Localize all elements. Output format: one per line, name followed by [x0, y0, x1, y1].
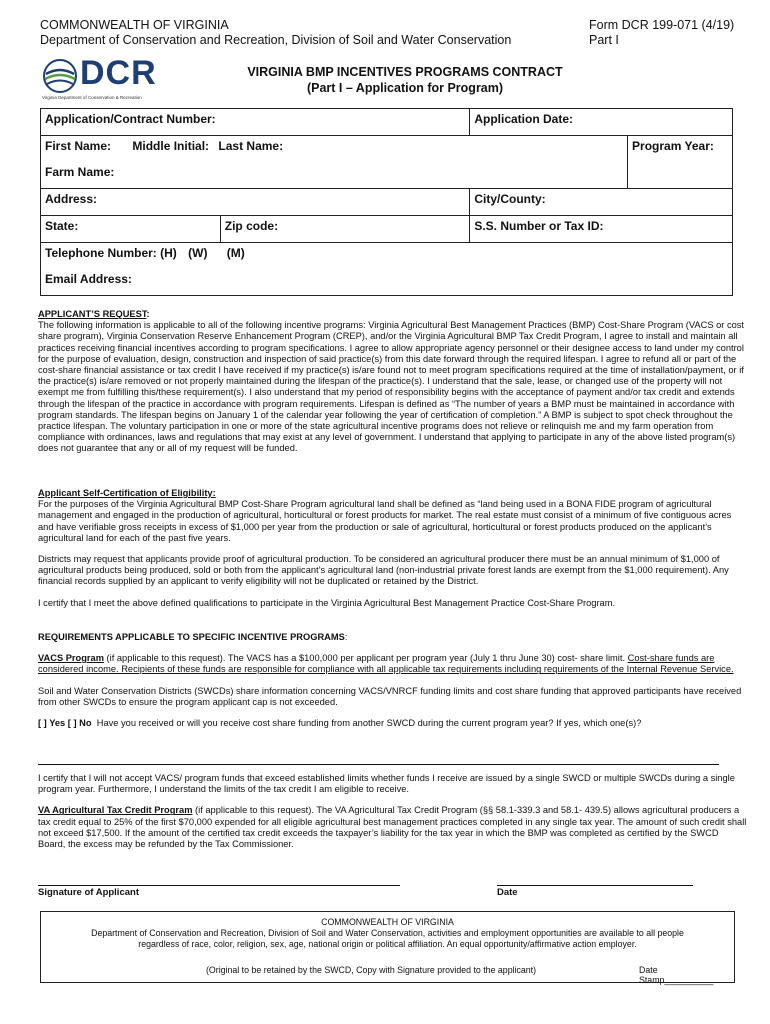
address-label: Address:: [45, 192, 98, 206]
logo-subtext: Virginia Department of Conservation & Recreation: [42, 95, 142, 100]
form-subtitle: (Part I – Application for Program): [306, 81, 504, 95]
program-year-field[interactable]: [628, 136, 733, 189]
email-field[interactable]: [41, 269, 733, 296]
header-org: COMMONWEALTH OF VIRGINIA: [40, 18, 229, 32]
footer-retain-note: (Original to be retained by the SWCD, Copy with Signature provided to the applicant): [206, 965, 537, 975]
eligibility-section: [38, 488, 748, 609]
farm-name-label: Farm Name:: [45, 165, 115, 179]
name-field[interactable]: [41, 136, 628, 163]
eligibility-p1: For the purposes of the Virginia Agricultural BMP Cost-Share Program agricultural land shall be defined as “land being used in a BONA FIDE program of agricultural management and engaged in the production of agricultural, horticultural or forest products for market. The real estate must consist of a minimum of five contiguous acres and have verifiable gross receipts in excess of $1,000 per year from the production or sale of agricultural, horticultural or forest products produced on the applicant’s agricultural land for each of the past five years.: [38, 499, 732, 543]
city-county-field[interactable]: [470, 189, 733, 216]
application-number-label: Application/Contract Number:: [45, 112, 216, 126]
date-label: Date: [497, 887, 518, 898]
tax-credit-label: VA Agricultural Tax Credit Program: [38, 805, 193, 816]
dcr-logo: [38, 56, 168, 106]
city-county-label: City/County:: [474, 192, 546, 206]
telephone-home-label: Telephone Number: (H): [45, 246, 177, 260]
signature-date-line[interactable]: [497, 885, 693, 886]
request-heading: APPLICANT’S REQUEST: [38, 309, 147, 319]
application-date-label: Application Date:: [474, 112, 574, 126]
vacs-program-label: VACS Program: [38, 653, 104, 664]
ssn-label: S.S. Number or Tax ID:: [474, 219, 604, 233]
requirements-section: REQUIREMENTS APPLICABLE TO SPECIFIC INCENTIVE PROGRAMS: VACS Program (if applicable to this request). The VACS has a $100,000 per applicant per program year (July 1 thru June 30) cost- share limit. Cost-share funds are considered income. Recipients of these funds are responsible for compliance with all applicable tax requirements including requirements of the Internal Revenue Service. Soil and Water Conservation Districts (SWCDs) share information concerning VACS/VNRCF funding limits and cost share funding that approved participants have received from other SWCDs to ensure the program applicant cap is not exceeded. [ ] Yes [ ] No Have you received or will you receive cost share funding from another SWCD during the current program year? If yes, which one(s)?: [38, 632, 748, 729]
state-label: State:: [45, 219, 79, 233]
email-label: Email Address:: [45, 272, 132, 286]
swcd-answer-line[interactable]: [38, 764, 719, 765]
form-title: VIRGINIA BMP INCENTIVES PROGRAMS CONTRACT: [247, 65, 563, 79]
form-number: Form DCR 199-071 (4/19): [589, 18, 735, 32]
swcd-question: Have you received or will you receive cost share funding from another SWCD during the current program year? If yes, which one(s)?: [96, 718, 642, 729]
applicant-info-table: [40, 108, 733, 296]
form-part: Part I: [589, 33, 619, 47]
footer-box: [40, 911, 735, 983]
telephone-mobile-label: (M): [226, 246, 245, 260]
state-field[interactable]: [41, 216, 221, 243]
zip-label: Zip code:: [224, 219, 279, 233]
applicant-request-section: APPLICANT’S REQUEST: The following information is applicable to all of the following incentive programs: Virginia Agricultural Best Management Practices (BMP) Cost-Share Program (VACS or cost share program), Virginia Conservation Reserve Enhancement Program (CREP), and/or the Virginia Agricultural BMP Tax Credit Program, I agree to install and maintain all practices receiving financial incentives according to program specifications. I agree to allow appropriate agency personnel or their designee access to land under my control for the purpose of evaluation, design, construction and inspection of said practice(s) from this date forward through the required lifespan. I agree to refund all or part of the cost-share financial assistance or tax credit I have received if my practice(s) is/are found not to meet program specifications required at the time of installation/payment, or if the practice(s) is/are removed or not properly maintained during the lifespan of the practice(s). I understand that the sale, lease, or changed use of the property will not exempt me from fulfilling this/these requirement(s). I also understand that my period of responsibility begins with the acceptance of payment and/or tax credit and extends through the lifespan of the practice in accordance with program requirements. Lifespan is defined as “The number of years a BMP must be maintained in accordance with program standards. The lifespan begins on January 1 of the calendar year following the year of certification of completion.” A BMP is subject to spot check throughout the practice lifespan. The voluntary participation in one or more of the state agricultural incentive programs does not relieve or relinquish me and my farm operation from compliance with ordinances, laws and regulations that may exist at any level of government. I understand that applying to participate in any of the above listed program(s) does not guarantee that any or all of my request will be funded.: [38, 309, 748, 455]
telephone-work-label: (W): [188, 246, 208, 260]
header-dept: Department of Conservation and Recreation, Division of Soil and Water Conservation: [40, 33, 512, 47]
application-number-field[interactable]: [41, 109, 470, 136]
application-date-field[interactable]: [470, 109, 733, 136]
applicant-signature-line[interactable]: [38, 885, 400, 886]
footer-org: COMMONWEALTH OF VIRGINIA: [321, 917, 454, 927]
requirements-heading: REQUIREMENTS APPLICABLE TO SPECIFIC INCENTIVE PROGRAMS: [38, 632, 345, 642]
footer-line-2: regardless of race, color, religion, sex, age, national origin or political affiliation. An equal opportunity/affirmative action employer.: [138, 939, 637, 949]
eligibility-p2: Districts may request that applicants provide proof of agricultural production. To be considered an agricultural producer there must be an annual minimum of $1,000 of agricultural products being produced, sold or both from the applicant’s agricultural land (non-industrial private forest lands are exempt from the $1,000 requirement). Any financial records supplied by an applicant to verify eligibility will not be duplicated or retained by the District.: [38, 554, 729, 587]
vacs-text: (if applicable to this request). The VACS has a $100,000 per applicant per program year (July 1 thru June 30) cost- share limit.: [103, 653, 628, 664]
vacs-certify-section: [38, 773, 748, 850]
address-field[interactable]: [41, 189, 470, 216]
vacs-income-notice: Cost-share funds are considered income. Recipients of these funds are responsible for compliance with all applicable tax requirements including requirements of the Internal Revenue Service.: [38, 653, 734, 675]
first-name-label: First Name:: [45, 139, 112, 153]
signature-label: Signature of Applicant: [38, 887, 139, 898]
eligibility-p3: I certify that I meet the above defined qualifications to participate in the Virginia Agricultural Best Management Practice Cost-Share Program.: [38, 597, 616, 608]
request-text: The following information is applicable to all of the following incentive programs: Virginia Agricultural Best Management Practices (BMP) Cost-Share Program (VACS or cost share program), Virginia Conservation Reserve Enhancement Program (CREP), and/or the Virginia Agricultural BMP Tax Credit Program, I agree to install and maintain all practices receiving financial incentives according to program specifications. I agree to allow appropriate agency personnel or their designee access to land under my control for the purpose of evaluation, design, construction and inspection of said practice(s) from this date forward through the required lifespan. I agree to refund all or part of the cost-share financial assistance or tax credit I have received if my practice(s) is/are found not to meet program specifications required at the time of installation/payment, or if the practice(s) is/are removed or not properly maintained during the lifespan of the practice(s). I understand that the sale, lease, or changed use of the property will not exempt me from fulfilling this/these requirement(s). I also understand that my period of responsibility begins with the acceptance of payment and/or tax credit and extends through the lifespan of the practice in accordance with program requirements. Lifespan is defined as “The number of years a BMP must be maintained in accordance with program standards. The lifespan begins on January 1 of the calendar year following the year of certification of completion.” A BMP is subject to spot check throughout the practice lifespan. The voluntary participation in one or more of the state agricultural incentive programs does not relieve or relinquish me and my farm operation from compliance with ordinances, laws and regulations that may exist at any level of government. I understand that applying to participate in any of the above listed program(s) does not guarantee that any or all of my request will be funded.: [38, 320, 745, 454]
tax-credit-text: (if applicable to this request). The VA Agricultural Tax Credit Program (§§ 58.1-339.3 and 58.1- 439.5) allows agricultural producers a tax credit equal to 25% of the first $70,000 expended for all eligible agricultural best management practices completed in any single tax year. The amount of such credit shall not exceed $17,500. If the amount of the certified tax credit exceeds the taxpayer’s liability for the tax year in which the BMP was completed as certified by the SWCD Board, the excess may be refunded by the Tax Commissioner.: [38, 805, 747, 850]
swcd-text: Soil and Water Conservation Districts (SWCDs) share information concerning VACS/VNRCF funding limits and cost share funding that approved participants have received from other SWCDs to ensure the program applicant cap is not exceeded.: [38, 685, 742, 707]
middle-initial-label: Middle Initial:: [132, 139, 210, 153]
ssn-field[interactable]: [470, 216, 733, 243]
date-stamp-field[interactable]: Date Stamp__________: [639, 965, 714, 985]
telephone-field[interactable]: [41, 243, 733, 270]
eligibility-heading: Applicant Self-Certification of Eligibility:: [38, 488, 216, 498]
last-name-label: Last Name:: [218, 139, 284, 153]
vacs-certify-text: I certify that I will not accept VACS/ program funds that exceed established limits whether funds I receive are issued by a single SWCD or multiple SWCDs during a single program year. Furthermore, I understand the limits of the tax credit I am eligible to receive.: [38, 773, 735, 795]
logo-text: DCR: [80, 54, 157, 92]
yes-no-checkboxes[interactable]: [ ] Yes [ ] No: [38, 718, 92, 729]
zip-field[interactable]: [220, 216, 470, 243]
program-year-label: Program Year:: [632, 139, 714, 153]
footer-line-1: Department of Conservation and Recreation, Division of Soil and Water Conservation, activities and employment opportunities are available to all people: [91, 928, 684, 938]
farm-name-field[interactable]: [41, 162, 628, 189]
